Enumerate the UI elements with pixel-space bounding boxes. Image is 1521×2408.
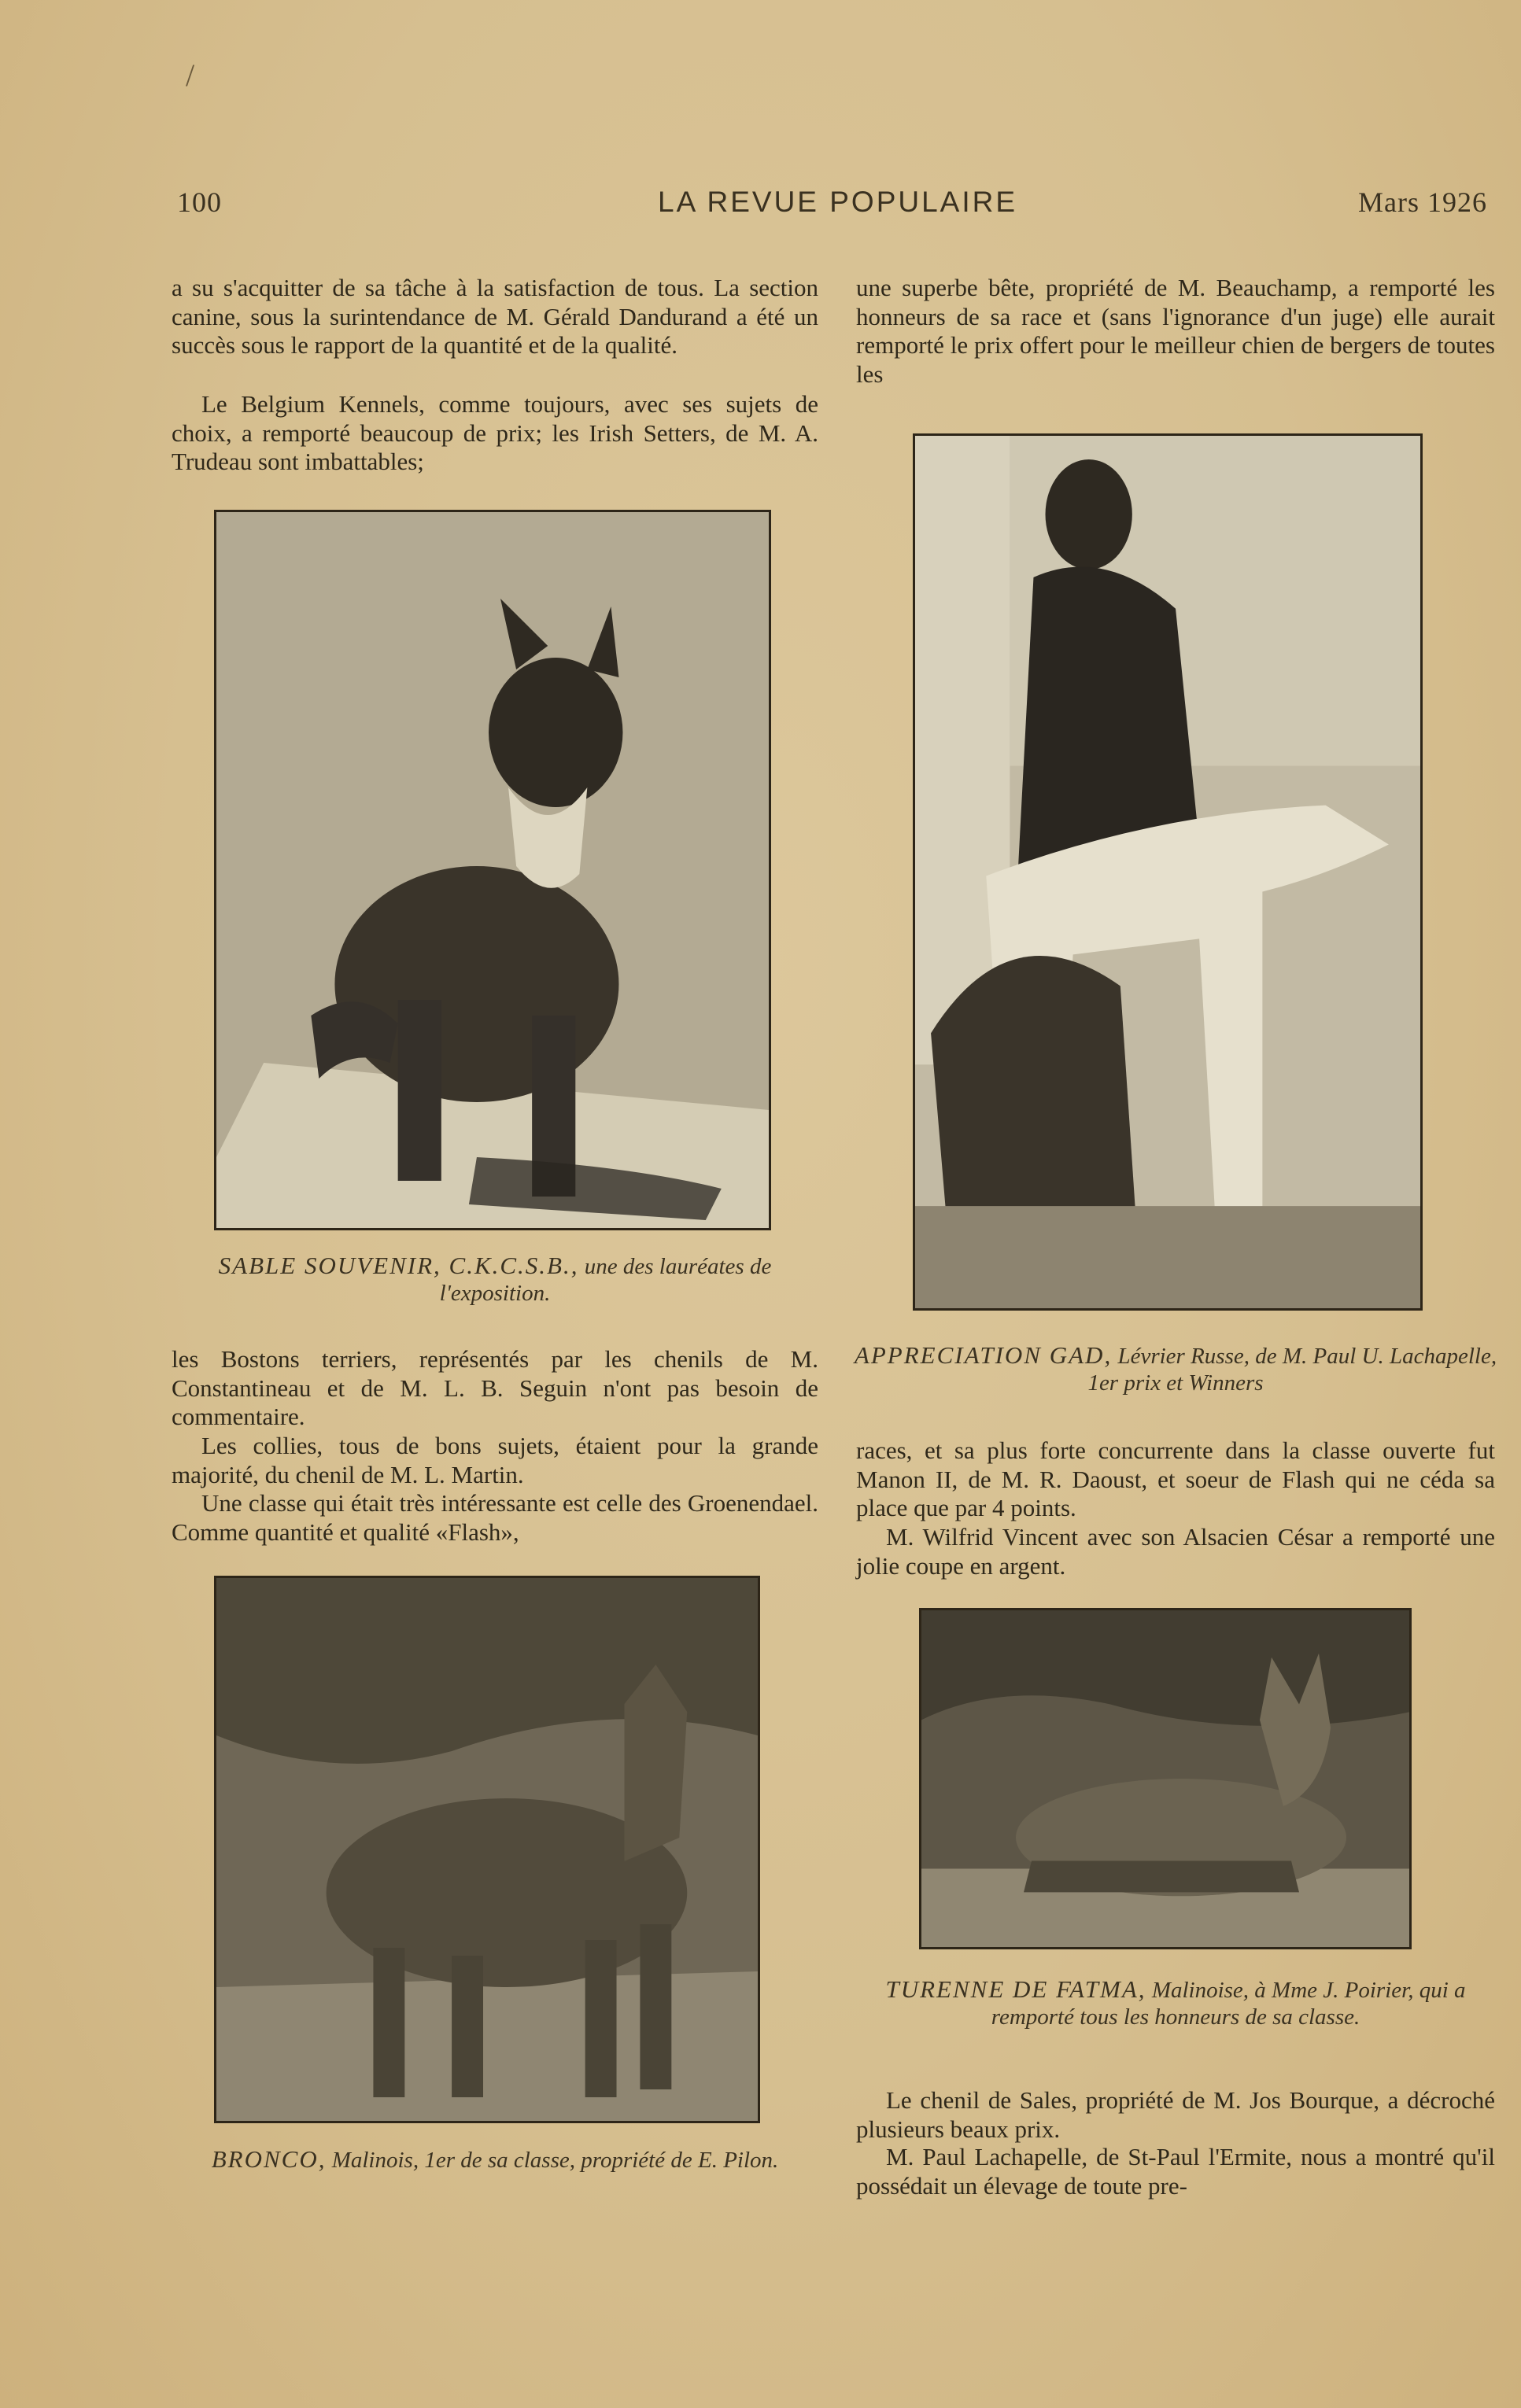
caption-sable-souvenir	[172, 1252, 818, 1307]
malinoise-turenne-illustration	[921, 1610, 1409, 1947]
photo-turenne-de-fatma	[919, 1608, 1412, 1949]
journal-title: LA REVUE POPULAIRE	[658, 186, 1018, 218]
left-paragraph-1: a su s'acquitter de sa tâche à la satisfaction de tous. La section canine, sous la surintendance de M. Gérald Dandurand a été un succès sous le rapport de la quantité et de la qualité.	[172, 274, 818, 359]
right-paragraph-3: M. Wilfrid Vincent avec son Alsacien César a remporté une jolie coupe en argent.	[856, 1523, 1495, 1580]
caption-bronco-desc: Malinois, 1er de sa classe, propriété de E. Pilon.	[331, 2148, 779, 2173]
right-paragraph-2: races, et sa plus forte concurrente dans la classe ouverte fut Manon II, de M. R. Daoust, et soeur de Flash qui ne céda sa place que par 4 points.	[856, 1436, 1495, 1521]
left-paragraph-3: les Bostons terriers, représentés par les chenils de M. Constantineau et de M. L. B. Seguin n'ont pas besoin de commentaire.	[172, 1345, 818, 1430]
caption-sable-name: SABLE SOUVENIR, C.K.C.S.B.,	[218, 1252, 579, 1279]
caption-bronco-name: BRONCO,	[211, 2145, 327, 2173]
caption-appreciation-name: APPRECIATION GAD,	[854, 1341, 1113, 1369]
caption-turenne-de-fatma	[850, 1976, 1501, 2030]
right-paragraph-5: M. Paul Lachapelle, de St-Paul l'Ermite, nous a montré qu'il possédait un élevage de toute pre-	[856, 2143, 1495, 2200]
caption-bronco	[172, 2146, 818, 2174]
caption-appreciation-desc: Lévrier Russe, de M. Paul U. Lachapelle, 1er prix et Winners	[1087, 1344, 1497, 1396]
photo-bronco	[214, 1576, 760, 2123]
right-paragraph-1: une superbe bête, propriété de M. Beauchamp, a remporté les honneurs de sa race et (sans l'ignorance d'un juge) elle aurait remporté le prix offert pour le meilleur chien de bergers de toutes les	[856, 274, 1495, 388]
boston-terrier-illustration	[216, 512, 769, 1228]
issue-date: Mars 1926	[1358, 186, 1487, 218]
caption-appreciation-gad	[850, 1342, 1501, 1396]
corner-mark: /	[186, 57, 195, 93]
left-paragraph-2: Le Belgium Kennels, comme toujours, avec ses sujets de choix, a remporté beaucoup de prix; les Irish Setters, de M. A. Trudeau sont imbattables;	[172, 390, 818, 475]
photo-sable-souvenir	[214, 510, 771, 1230]
caption-sable-desc: une des lauréates de l'exposition.	[439, 1254, 772, 1306]
russian-wolfhound-illustration	[915, 436, 1420, 1308]
photo-appreciation-gad	[913, 433, 1423, 1311]
caption-turenne-name: TURENNE DE FATMA,	[885, 1975, 1146, 2003]
caption-turenne-desc: Malinoise, à Mme J. Poirier, qui a remporté tous les honneurs de sa classe.	[991, 1978, 1466, 2030]
left-paragraph-5: Une classe qui était très intéressante est celle des Groenendael. Comme quantité et qualité «Flash»,	[172, 1489, 818, 1546]
right-paragraph-4: Le chenil de Sales, propriété de M. Jos Bourque, a décroché plusieurs beaux prix.	[856, 2086, 1495, 2143]
page-number: 100	[177, 186, 222, 218]
malinois-bronco-illustration	[216, 1578, 758, 2121]
left-paragraph-4: Les collies, tous de bons sujets, étaient pour la grande majorité, du chenil de M. L. Martin.	[172, 1432, 818, 1488]
